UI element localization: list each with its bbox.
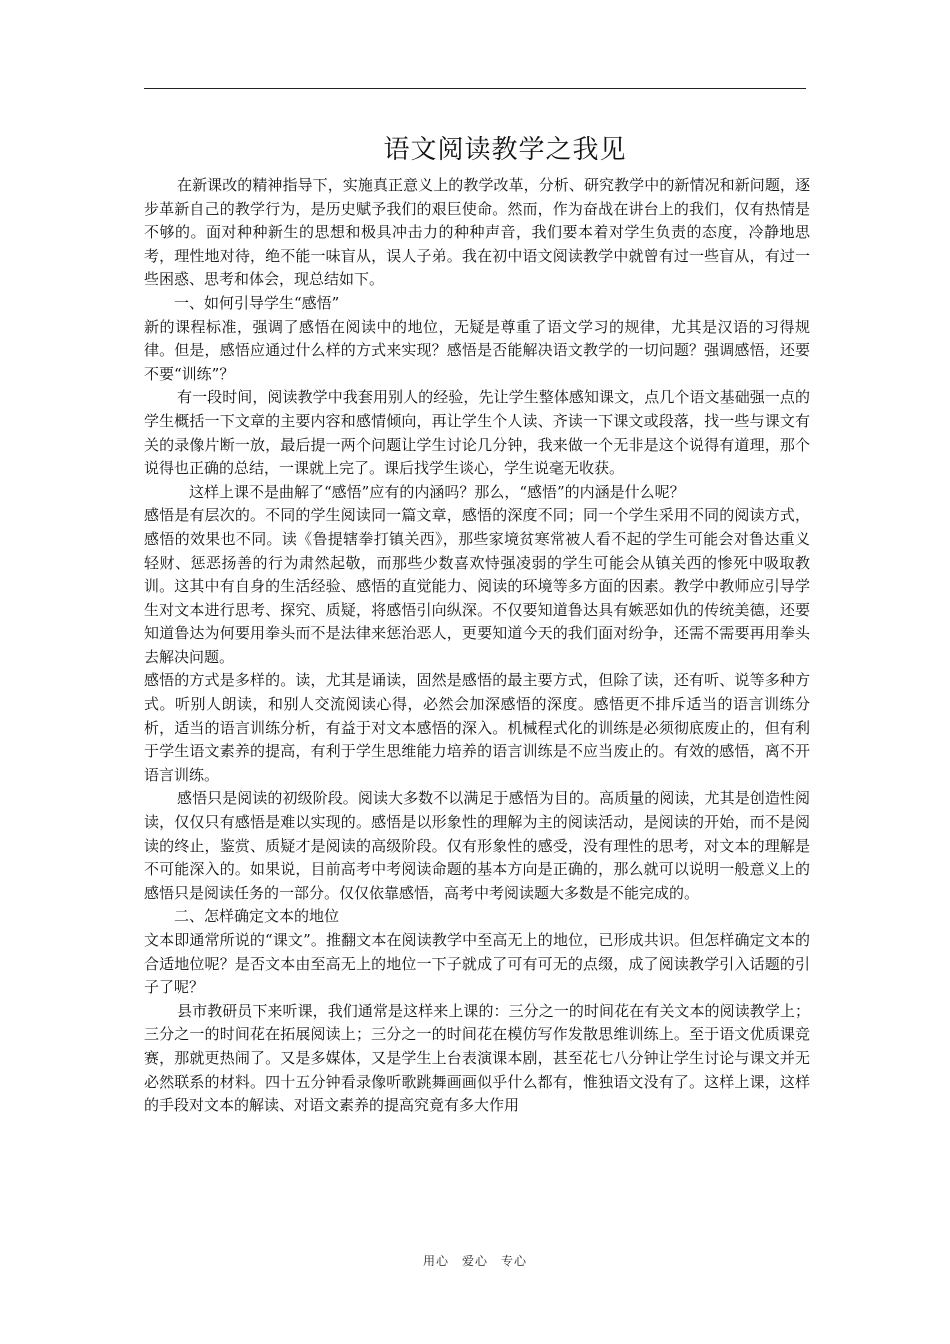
document-title: 语文阅读教学之我见 — [383, 135, 627, 165]
paragraph: 感悟的方式是多样的。读，尤其是诵读，固然是感悟的最主要方式，但除了读，还有听、说等多种方式。听别人朗读，和别人交流阅读心得，必然会加深感悟的深度。感悟更不排斥适当的语言训练分析，适当的语言训练分析，有益于对文本感悟的深入。机械程式化的训练是必须彻底废止的，但有利于学生语文素养的提高，有利于学生思维能力培养的语言训练是不应当废止的。有效的感悟，离不开语言训练。 — [144, 671, 810, 784]
section-heading-2: 二、怎样确定文本的地位 — [174, 907, 340, 926]
paragraph: 这样上课不是曲解了“感悟”应有的内涵吗？那么，“感悟”的内涵是什么呢？ — [189, 482, 685, 501]
paragraph-intro: 在新课改的精神指导下，实施真正意义上的教学改革，分析、研究教学中的新情况和新问题，逐步革新自己的教学行为，是历史赋予我们的艰巨使命。然而，作为奋战在讲台上的我们，仅有热情是不够的。面对种种新生的思想和极具冲击力的种种声音，我们要本着对学生负责的态度，冷静地思考，理性地对待，绝不能一味盲从，误人子弟。我在初中语文阅读教学中就曾有过一些盲从，有过一些困惑、思考和体会，现总结如下。 — [144, 176, 810, 289]
document-body — [144, 174, 810, 1118]
paragraph: 感悟是有层次的。不同的学生阅读同一篇文章，感悟的深度不同；同一个学生采用不同的阅读方式，感悟的效果也不同。读《鲁提辖拳打镇关西》，那些家境贫寒常被人看不起的学生可能会对鲁达重义轻财、惩恶扬善的行为肃然起敬，而那些少数喜欢恃强凌弱的学生可能会从镇关西的惨死中吸取教训。这其中有自身的生活经验、感悟的直觉能力、阅读的环境等多方面的因素。教学中教师应引导学生对文本进行思考、探究、质疑，将感悟引向纵深。不仅要知道鲁达具有嫉恶如仇的传统美德，还要知道鲁达为何要用拳头而不是法律来惩治恶人，更要知道今天的我们面对纷争，还需不需要再用拳头去解决问题。 — [144, 506, 810, 666]
paragraph: 县市教研员下来听课，我们通常是这样来上课的：三分之一的时间花在有关文本的阅读教学上；三分之一的时间花在拓展阅读上；三分之一的时间花在模仿写作发散思维训练上。至于语文优质课竞赛，那就更热闹了。又是多媒体，又是学生上台表演课本剧，甚至花七八分钟让学生讨论与课文并无必然联系的材料。四十五分钟看录像听歌跳舞画画似乎什么都有，惟独语文没有了。这样上课，这样的手段对文本的解读、对语文素养的提高究竟有多大作用 — [144, 1001, 810, 1115]
paragraph: 新的课程标准，强调了感悟在阅读中的地位，无疑是尊重了语文学习的规律，尤其是汉语的习得规律。但是，感悟应通过什么样的方式来实现？感悟是否能解决语文教学的一切问题？强调感悟，还要不要“训练”？ — [144, 317, 810, 383]
page-footer: 用心 爱心 专心 — [422, 1254, 527, 1268]
paragraph: 有一段时间，阅读教学中我套用别人的经验，先让学生整体感知课文，点几个语文基础强一点的学生概括一下文章的主要内容和感情倾向，再让学生个人读、齐读一下课文或段落，找一些与课文有关的录像片断一放，最后提一两个问题让学生讨论几分钟，我来做一个无非是这个说得有道理，那个说得也正确的总结，一课就上完了。课后找学生谈心，学生说毫无收获。 — [144, 388, 810, 478]
section-heading-1: 一、如何引导学生“感悟” — [174, 293, 340, 312]
paragraph: 感悟只是阅读的初级阶段。阅读大多数不以满足于感悟为目的。高质量的阅读，尤其是创造性阅读，仅仅只有感悟是难以实现的。感悟是以形象性的理解为主的阅读活动，是阅读的开始，而不是阅读的终止，鉴赏、质疑才是阅读的高级阶段。仅有形象性的感受，没有理性的思考，对文本的理解是不可能深入的。如果说，目前高考中考阅读命题的基本方向是正确的，那么就可以说明一般意义上的感悟只是阅读任务的一部分。仅仅依靠感悟，高考中考阅读题大多数是不能完成的。 — [144, 789, 810, 902]
paragraph: 文本即通常所说的“课文”。推翻文本在阅读教学中至高无上的地位，已形成共识。但怎样确定文本的合适地位呢？是否文本由至高无上的地位一下子就成了可有可无的点缀，成了阅读教学引入话题的引子了呢？ — [144, 931, 810, 997]
header-rule — [144, 88, 806, 89]
